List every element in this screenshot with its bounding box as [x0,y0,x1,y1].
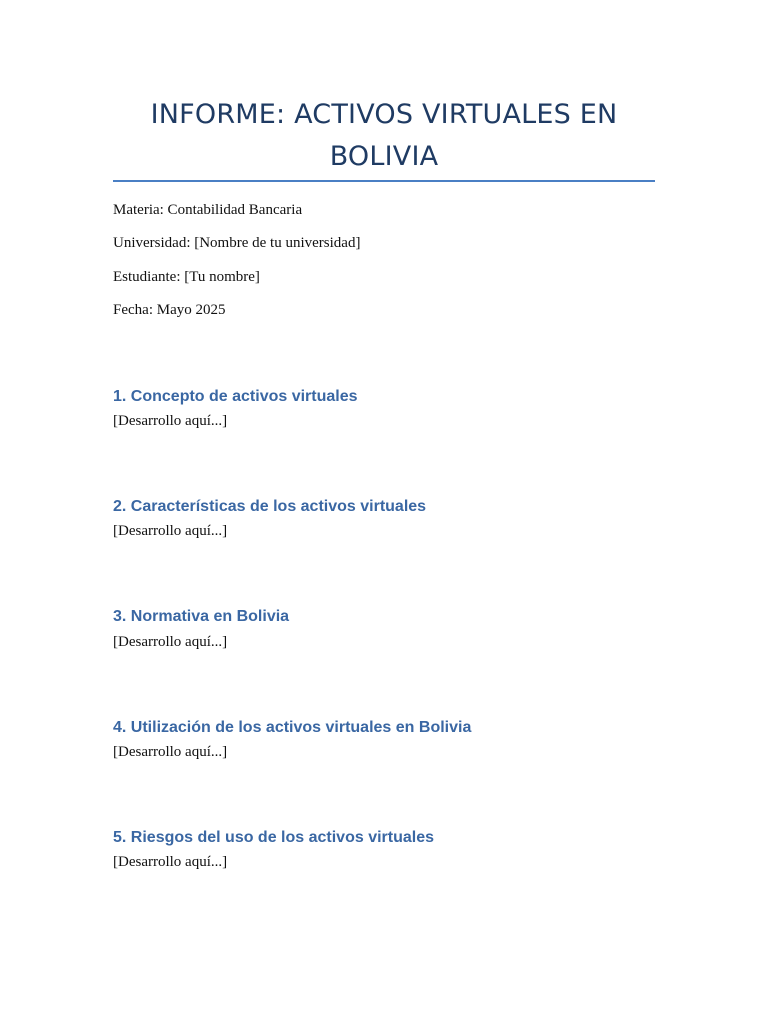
section-body-1: [Desarrollo aquí...] [113,413,228,429]
meta-subject: Materia: Contabilidad Bancaria [113,202,303,218]
section-heading-3: 3. Normativa en Bolivia [113,608,290,625]
section-body-3: [Desarrollo aquí...] [113,634,228,650]
document-title: INFORME: ACTIVOS VIRTUALES EN BOLIVIA [150,99,618,172]
meta-student: Estudiante: [Tu nombre] [113,269,260,285]
meta-university: Universidad: [Nombre de tu universidad] [113,235,361,251]
title-underline [113,180,655,182]
meta-date: Fecha: Mayo 2025 [113,302,226,318]
section-body-4: [Desarrollo aquí...] [113,744,228,760]
section-body-2: [Desarrollo aquí...] [113,523,228,539]
section-heading-5: 5. Riesgos del uso de los activos virtuales [113,829,435,846]
section-heading-2: 2. Características de los activos virtuales [113,498,427,515]
section-heading-4: 4. Utilización de los activos virtuales en Bolivia [113,719,472,736]
section-heading-1: 1. Concepto de activos virtuales [113,388,358,405]
section-body-5: [Desarrollo aquí...] [113,854,228,870]
